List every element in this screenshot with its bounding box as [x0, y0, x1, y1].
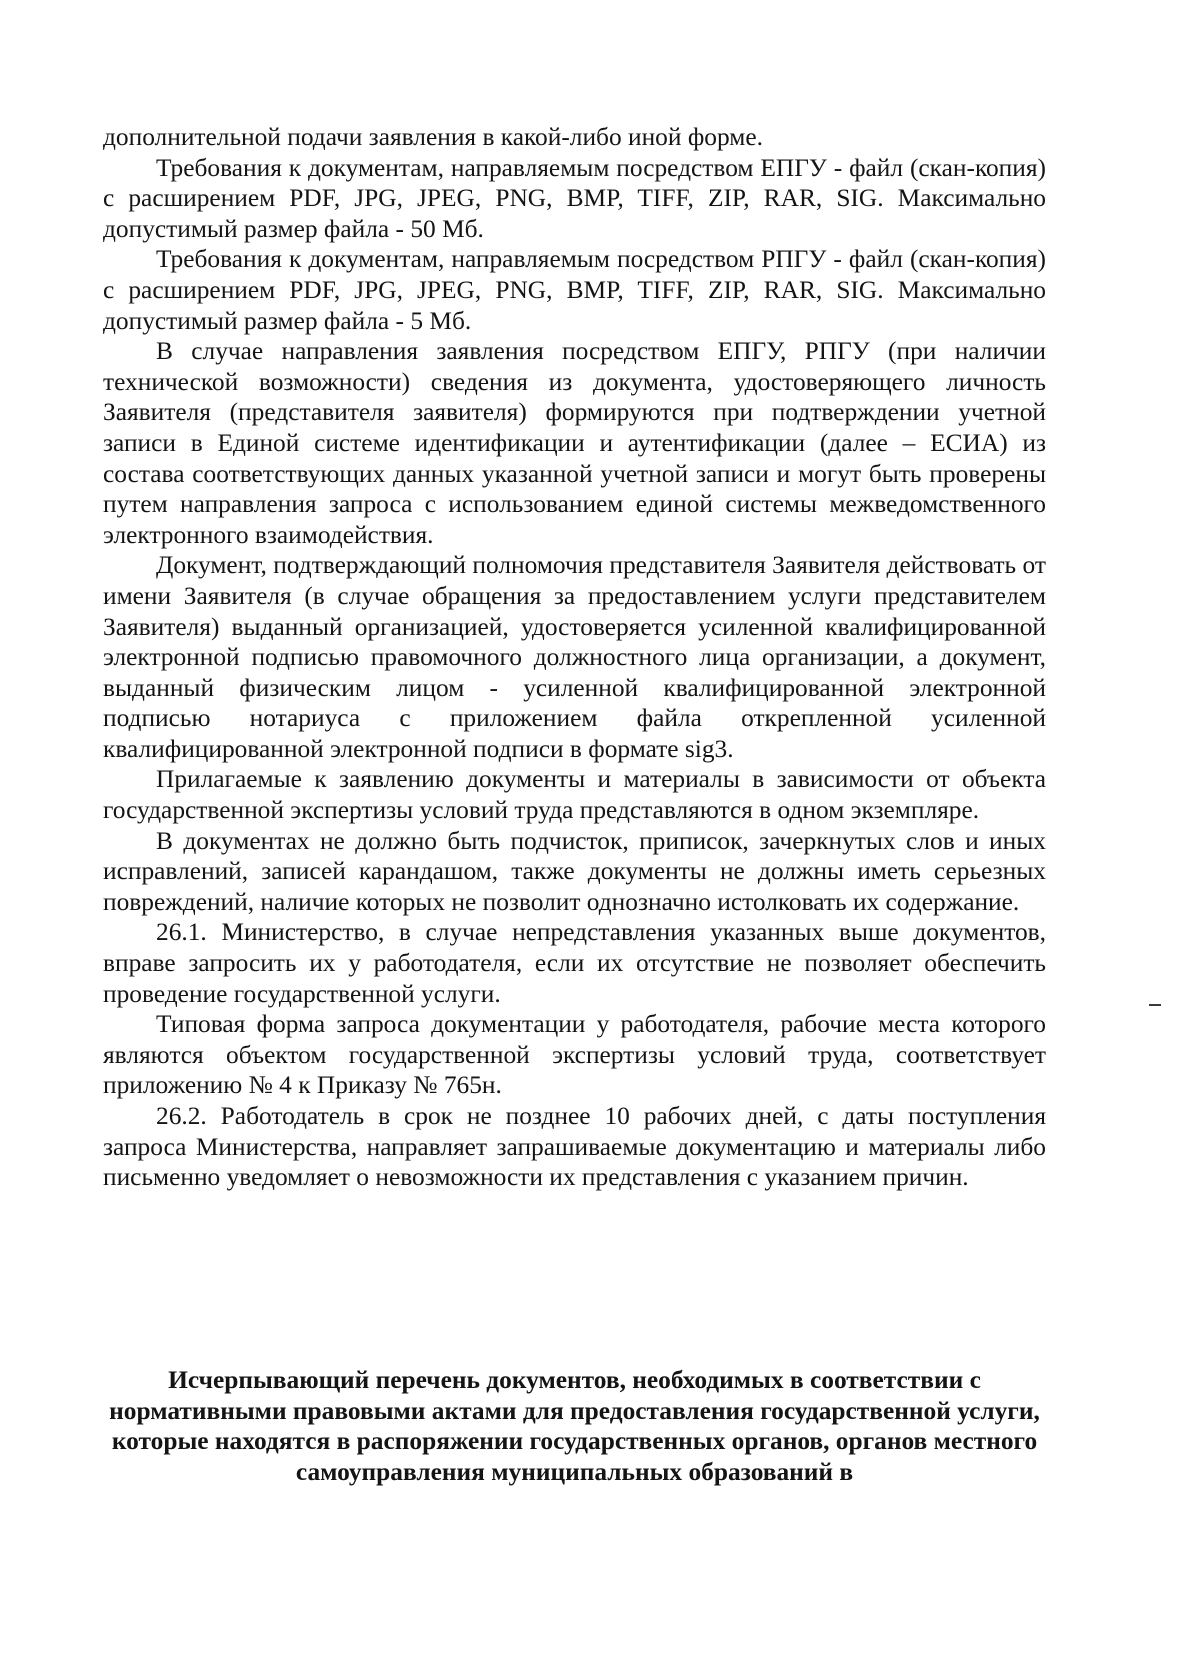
paragraph-26-2: 26.2. Работодатель в срок не позднее 10 рабочих дней, с даты поступления запроса Министерства, направляет запрашиваемые документацию и материалы либо письменно уведомляет о невозможности их представления с указанием причин.: [103, 1102, 1046, 1192]
paragraph-continuation: дополнительной подачи заявления в какой-либо иной форме.: [103, 123, 763, 151]
paragraph-rpgu-requirements: Требования к документам, направляемым посредством РПГУ - файл (скан-копия) с расширением PDF, JPG, JPEG, PNG, BMP, TIFF, ZIP, RAR, SIG. Максимально допустимый размер файла - 5 Мб.: [103, 245, 1046, 335]
paragraph-26-1: 26.1. Министерство, в случае непредставления указанных выше документов, вправе запросить их у работодателя, если их отсутствие не позволяет обеспечить проведение государственной услуги.: [103, 918, 1046, 1008]
paragraph-representative-authority: Документ, подтверждающий полномочия представителя Заявителя действовать от имени Заявителя (в случае обращения за предоставлением услуги представителем Заявителя) выданный организацией, удостоверяется усиленной квалифицированной электронной подписью правомочного должностного лица организации, а документ, выданный физическим лицом - усиленной квалифицированной электронной подписью нотариуса с приложением файла открепленной усиленной квалифицированной электронной подписи в формате sig3.: [103, 551, 1046, 763]
margin-mark: [1149, 1004, 1161, 1006]
paragraph-esia-identity: В случае направления заявления посредством ЕПГУ, РПГУ (при наличии технической возможности) сведения из документа, удостоверяющего личность Заявителя (представителя заявителя) формируются при подтверждении учетной записи в Единой системе идентификации и аутентификации (далее – ЕСИА) из состава соответствующих данных указанной учетной записи и могут быть проверены путем направления запроса с использованием единой системы межведомственного электронного взаимодействия.: [103, 337, 1046, 549]
body-text: [103, 122, 1046, 1193]
paragraph-epgu-requirements: Требования к документам, направляемым посредством ЕПГУ - файл (скан-копия) с расширением PDF, JPG, JPEG, PNG, BMP, TIFF, ZIP, RAR, SIG. Максимально допустимый размер файла - 50 Мб.: [103, 153, 1046, 243]
paragraph-attached-documents: Прилагаемые к заявлению документы и материалы в зависимости от объекта государственной экспертизы условий труда представляются в одном экземпляре.: [103, 765, 1046, 825]
paragraph-document-condition: В документах не должно быть подчисток, приписок, зачеркнутых слов и иных исправлений, записей карандашом, также документы не должны иметь серьезных повреждений, наличие которых не позволит однозначно истолковать их содержание.: [103, 826, 1046, 916]
section-heading: Исчерпывающий перечень документов, необходимых в соответствии с нормативными правовыми актами для предоставления государственной услуги, которые находятся в распоряжении государственных органов, органов местного самоуправления муниципальных образований в: [109, 1366, 1040, 1486]
paragraph-request-form: Типовая форма запроса документации у работодателя, рабочие места которого являются объектом государственной экспертизы условий труда, соответствует приложению № 4 к Приказу № 765н.: [103, 1010, 1046, 1100]
